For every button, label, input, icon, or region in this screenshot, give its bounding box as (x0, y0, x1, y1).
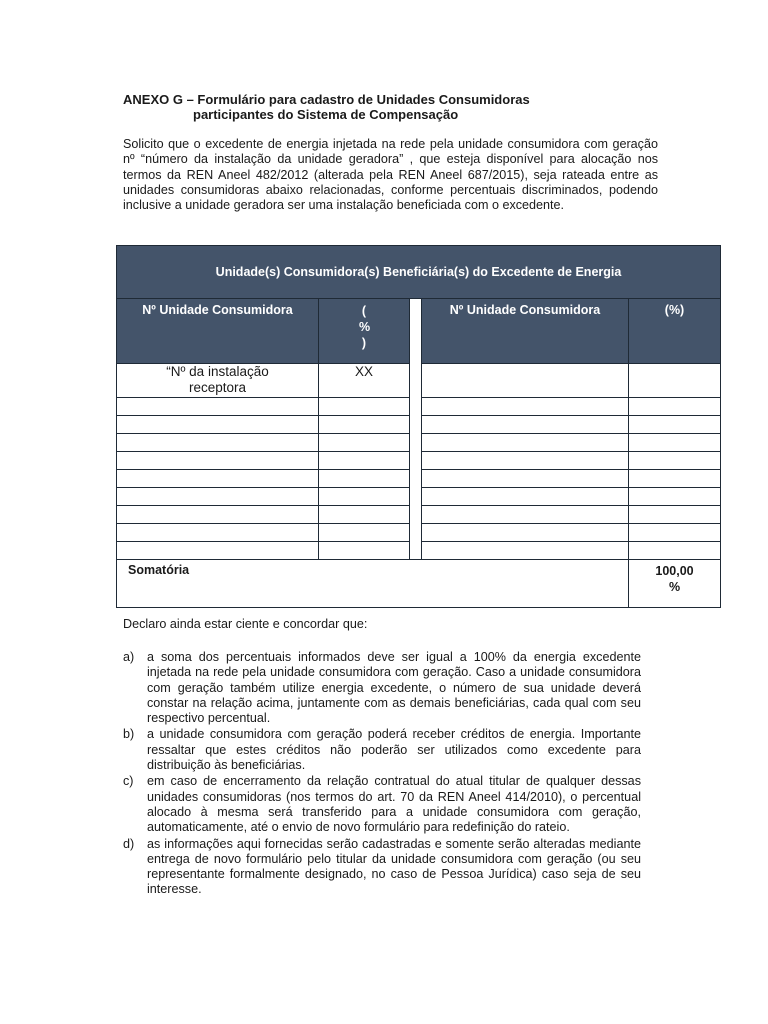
cell-empty (629, 542, 721, 560)
cell-empty (422, 452, 629, 470)
col-header-pct-right: (%) (629, 299, 721, 364)
cell-empty (319, 542, 410, 560)
item-text: as informações aqui fornecidas serão cadastradas e somente serão alteradas mediante entrega de novo formulário pelo titular da unidade consumidora com geração (ou seu representante formalmente designado, no caso de Pessoa Jurídica) caso seja de seu interesse. (147, 836, 641, 897)
cell-empty (422, 416, 629, 434)
declaration-text: Declaro ainda estar ciente e concordar que: (123, 617, 368, 631)
cell-empty (319, 416, 410, 434)
cell-empty (117, 542, 319, 560)
cell-empty (629, 398, 721, 416)
cell-empty (319, 434, 410, 452)
form-subtitle: participantes do Sistema de Compensação (193, 107, 459, 122)
cell-empty (629, 452, 721, 470)
col-header-pct-left (319, 299, 410, 364)
cell-empty (422, 524, 629, 542)
column-gap (410, 299, 422, 560)
sum-value-number: 100,00 (655, 564, 694, 578)
cell-empty (422, 364, 629, 398)
sum-value (629, 560, 721, 608)
cell-empty (319, 398, 410, 416)
terms-list (123, 650, 641, 899)
item-text: a soma dos percentuais informados deve ser igual a 100% da energia excedente injetada na rede pela unidade consumidora com geração. Caso a unidade consumidora com geração também utilize energia excedente, o número de sua unidade deverá constar na relação acima, juntamente com as demais beneficiárias, cada qual com seu respectivo percentual. (147, 650, 641, 726)
pct-close-paren: ) (361, 336, 367, 350)
form-title: ANEXO G – Formulário para cadastro de Unidades Consumidoras (123, 92, 530, 107)
cell-empty (117, 434, 319, 452)
cell-uc-first: “Nº da instalação receptora (117, 364, 319, 398)
cell-empty (117, 470, 319, 488)
cell-empty (117, 524, 319, 542)
cell-empty (422, 398, 629, 416)
item-marker: c) (123, 774, 134, 789)
item-marker: b) (123, 727, 135, 742)
cell-empty (422, 542, 629, 560)
cell-empty (422, 488, 629, 506)
list-item (123, 727, 641, 773)
pct-symbol: % (359, 320, 371, 334)
cell-empty (629, 416, 721, 434)
cell-empty (629, 434, 721, 452)
cell-pct-first: XX (319, 364, 410, 398)
sum-value-unit: % (668, 580, 681, 594)
cell-empty (117, 398, 319, 416)
cell-empty (117, 506, 319, 524)
cell-empty (629, 524, 721, 542)
table-title: Unidade(s) Consumidora(s) Beneficiária(s) do Excedente de Energia (117, 246, 721, 299)
item-text: a unidade consumidora com geração poderá receber créditos de energia. Importante ressaltar que estes créditos não poderão ser utilizados como excedente para distribuição às beneficiárias. (147, 727, 641, 773)
cell-empty (422, 506, 629, 524)
item-text: em caso de encerramento da relação contratual do atual titular de qualquer dessas unidades consumidoras (nos termos do art. 70 da REN Aneel 414/2010), o percentual alocado à mesma será transferido para a unidade consumidora com geração, automaticamente, até o envio de novo formulário para redefinição do rateio. (147, 774, 641, 835)
cell-empty (117, 488, 319, 506)
col-header-uc-right: Nº Unidade Consumidora (422, 299, 629, 364)
cell-empty (629, 364, 721, 398)
cell-empty (319, 452, 410, 470)
col-header-uc-left: Nº Unidade Consumidora (117, 299, 319, 364)
cell-empty (422, 470, 629, 488)
cell-empty (117, 452, 319, 470)
cell-empty (319, 488, 410, 506)
cell-empty (629, 506, 721, 524)
cell-empty (629, 470, 721, 488)
item-marker: d) (123, 836, 135, 851)
intro-paragraph: Solicito que o excedente de energia injetada na rede pela unidade consumidora com geração nº “número da instalação da unidade geradora” , que esteja disponível para alocação nos termos da REN Aneel 482/2012 (alterada pela REN Aneel 687/2015), seja rateada entre as unidades consumidoras abaixo relacionadas, conforme percentuais discriminados, podendo inclusive a unidade geradora ser uma instalação beneficiada com o excedente. (123, 137, 658, 213)
cell-empty (319, 506, 410, 524)
pct-open-paren: ( (361, 304, 367, 318)
cell-empty (319, 524, 410, 542)
cell-empty (422, 434, 629, 452)
cell-empty (117, 416, 319, 434)
beneficiary-table (116, 245, 721, 608)
list-item (123, 837, 641, 898)
cell-empty (629, 488, 721, 506)
list-item (123, 650, 641, 726)
list-item (123, 774, 641, 835)
sum-row (117, 560, 721, 608)
sum-label: Somatória (117, 560, 629, 608)
cell-empty (319, 470, 410, 488)
item-marker: a) (123, 650, 135, 664)
